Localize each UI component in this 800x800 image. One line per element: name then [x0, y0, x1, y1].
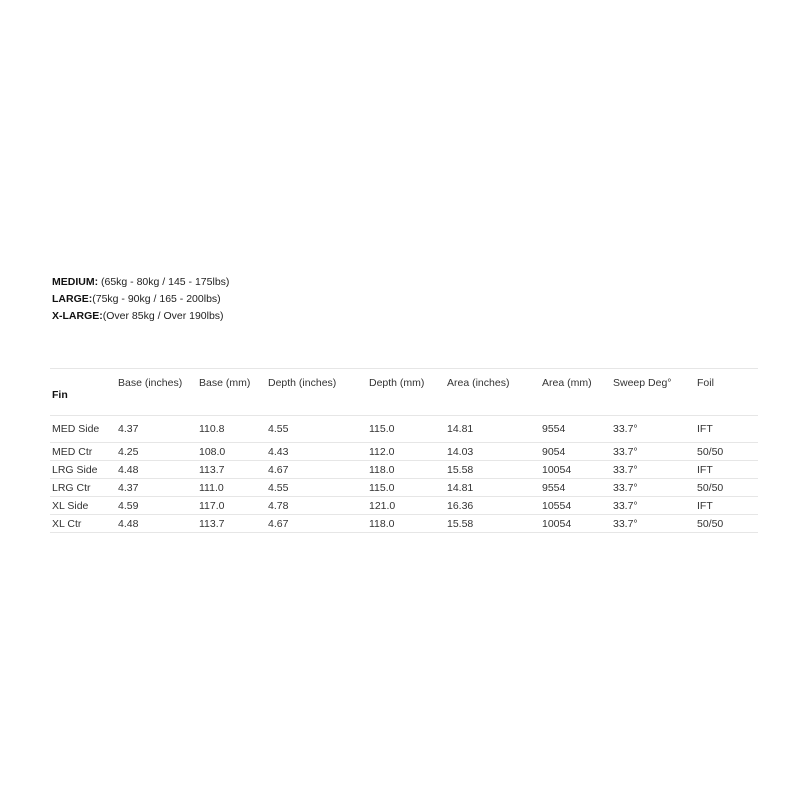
cell-depth-mm: 121.0: [367, 497, 445, 515]
col-header-base-inches: Base (inches): [116, 369, 197, 416]
cell-base-mm: 113.7: [197, 461, 266, 479]
cell-base-inches: 4.37: [116, 479, 197, 497]
cell-foil: IFT: [695, 461, 758, 479]
cell-foil: IFT: [695, 416, 758, 443]
cell-depth-inches: 4.67: [266, 461, 367, 479]
cell-area-inches: 16.36: [445, 497, 540, 515]
cell-area-mm: 10054: [540, 515, 611, 533]
table-row: [50, 461, 758, 479]
cell-foil: 50/50: [695, 515, 758, 533]
cell-foil: 50/50: [695, 443, 758, 461]
table-body: [50, 416, 758, 533]
table-row: [50, 443, 758, 461]
cell-area-inches: 14.81: [445, 479, 540, 497]
cell-depth-inches: 4.78: [266, 497, 367, 515]
cell-base-mm: 108.0: [197, 443, 266, 461]
cell-fin: MED Side: [50, 416, 116, 443]
cell-sweep-deg: 33.7°: [611, 515, 695, 533]
cell-foil: 50/50: [695, 479, 758, 497]
header-row: [50, 369, 758, 416]
cell-depth-inches: 4.67: [266, 515, 367, 533]
cell-base-mm: 111.0: [197, 479, 266, 497]
cell-base-inches: 4.25: [116, 443, 197, 461]
size-xlarge-label: X-LARGE:: [52, 310, 103, 322]
table-row: [50, 416, 758, 443]
table-row: [50, 515, 758, 533]
cell-base-inches: 4.48: [116, 461, 197, 479]
col-header-area-mm: Area (mm): [540, 369, 611, 416]
fin-spec-table: [50, 368, 758, 533]
cell-depth-inches: 4.55: [266, 479, 367, 497]
table-header: [50, 369, 758, 416]
size-large: [52, 291, 229, 308]
size-large-range: (75kg - 90kg / 165 - 200lbs): [92, 293, 221, 305]
cell-base-mm: 110.8: [197, 416, 266, 443]
cell-depth-inches: 4.55: [266, 416, 367, 443]
size-xlarge: [52, 308, 229, 325]
size-guide: [52, 274, 229, 325]
size-medium-label: MEDIUM:: [52, 276, 99, 288]
cell-depth-mm: 118.0: [367, 461, 445, 479]
cell-sweep-deg: 33.7°: [611, 461, 695, 479]
size-medium-range: (65kg - 80kg / 145 - 175lbs): [98, 276, 230, 288]
size-xlarge-range: (Over 85kg / Over 190lbs): [102, 310, 224, 322]
cell-base-mm: 113.7: [197, 515, 266, 533]
table-row: [50, 497, 758, 515]
cell-fin: LRG Ctr: [50, 479, 116, 497]
col-header-sweep-deg: Sweep Deg°: [611, 369, 695, 416]
col-header-depth-mm: Depth (mm): [367, 369, 445, 416]
cell-area-mm: 9554: [540, 416, 611, 443]
size-medium: [52, 274, 229, 291]
col-header-foil: Foil: [695, 369, 758, 416]
cell-depth-inches: 4.43: [266, 443, 367, 461]
size-large-label: LARGE:: [52, 293, 93, 305]
cell-area-inches: 14.81: [445, 416, 540, 443]
cell-depth-mm: 115.0: [367, 479, 445, 497]
cell-area-mm: 10554: [540, 497, 611, 515]
cell-area-mm: 9054: [540, 443, 611, 461]
cell-base-mm: 117.0: [197, 497, 266, 515]
cell-base-inches: 4.48: [116, 515, 197, 533]
col-header-base-mm: Base (mm): [197, 369, 266, 416]
cell-area-inches: 15.58: [445, 515, 540, 533]
cell-depth-mm: 115.0: [367, 416, 445, 443]
cell-fin: XL Ctr: [50, 515, 116, 533]
table-row: [50, 479, 758, 497]
col-header-area-inches: Area (inches): [445, 369, 540, 416]
cell-sweep-deg: 33.7°: [611, 443, 695, 461]
cell-fin: LRG Side: [50, 461, 116, 479]
cell-foil: IFT: [695, 497, 758, 515]
cell-area-mm: 10054: [540, 461, 611, 479]
cell-area-inches: 15.58: [445, 461, 540, 479]
cell-fin: XL Side: [50, 497, 116, 515]
col-header-fin: Fin: [50, 369, 116, 416]
cell-area-mm: 9554: [540, 479, 611, 497]
cell-base-inches: 4.59: [116, 497, 197, 515]
col-header-depth-inches: Depth (inches): [266, 369, 367, 416]
cell-depth-mm: 112.0: [367, 443, 445, 461]
cell-base-inches: 4.37: [116, 416, 197, 443]
cell-area-inches: 14.03: [445, 443, 540, 461]
cell-sweep-deg: 33.7°: [611, 497, 695, 515]
cell-fin: MED Ctr: [50, 443, 116, 461]
cell-sweep-deg: 33.7°: [611, 416, 695, 443]
cell-depth-mm: 118.0: [367, 515, 445, 533]
cell-sweep-deg: 33.7°: [611, 479, 695, 497]
